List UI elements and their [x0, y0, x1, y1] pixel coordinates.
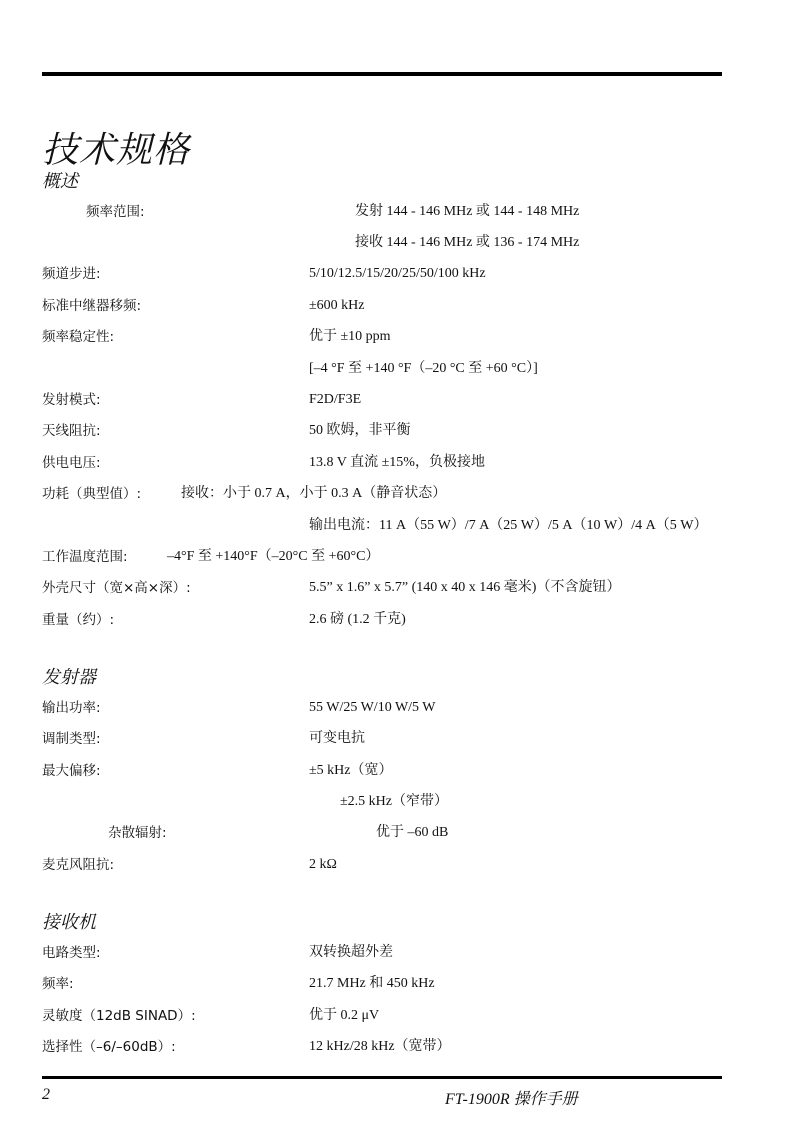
spec-row-selectivity [0, 1037, 791, 1057]
spec-value: 55 W/25 W/10 W/5 W [309, 700, 436, 715]
spec-label: 天线阻抗: [42, 423, 101, 439]
spec-label: 最大偏移: [42, 763, 101, 779]
spec-row-mic-impedance [0, 855, 791, 875]
bottom-rule [42, 1076, 722, 1079]
spec-row-temperature [0, 547, 791, 567]
spec-row-supply-voltage [0, 453, 791, 473]
spec-value: ±2.5 kHz（窄带） [340, 794, 449, 809]
spec-label: 功耗（典型值）: [42, 486, 142, 502]
spec-value: 输出电流：11 A（55 W）/7 A（25 W）/5 A（10 W）/4 A（5 W） [309, 518, 708, 533]
spec-label: 标准中继器移频: [42, 298, 142, 314]
spec-label: 频率范围: [86, 204, 145, 220]
manual-title: FT-1900R 操作手册 [445, 1091, 578, 1108]
spec-label: 频道步进: [42, 266, 101, 282]
spec-row-antenna-impedance [0, 421, 791, 441]
spec-value: 接收：小于 0.7 A，小于 0.3 A（静音状态） [181, 486, 447, 501]
spec-row-deviation-narrow [0, 792, 791, 812]
spec-value: ±600 kHz [309, 298, 365, 313]
spec-label: 调制类型: [42, 731, 101, 747]
spec-row-weight [0, 610, 791, 630]
spec-value: 优于 –60 dB [376, 825, 449, 840]
spec-label: 麦克风阻抗: [42, 857, 115, 873]
spec-row-frequency-range-rx [0, 233, 791, 253]
spec-label: 工作温度范围: [42, 549, 128, 565]
spec-label: 频率: [42, 976, 74, 992]
spec-value: 21.7 MHz 和 450 kHz [309, 976, 435, 991]
spec-row-intermediate-frequency [0, 974, 791, 994]
spec-row-current-tx [0, 516, 791, 536]
spec-value: 2.6 磅 (1.2 千克) [309, 612, 406, 627]
section-title-receiver: 接收机 [42, 912, 96, 933]
spec-row-circuit-type [0, 943, 791, 963]
spec-label: 频率稳定性: [42, 329, 115, 345]
spec-label: 重量（约）: [42, 612, 115, 628]
spec-value: 50 欧姆，非平衡 [309, 423, 411, 438]
spec-row-emission [0, 390, 791, 410]
section-title-general: 概述 [42, 171, 78, 192]
page-title: 技术规格 [42, 130, 191, 172]
section-title-transmitter: 发射器 [42, 667, 96, 688]
spec-label: 灵敏度（12dB SINAD）: [42, 1008, 196, 1024]
spec-row-repeater-shift [0, 296, 791, 316]
spec-value: 5/10/12.5/15/20/25/50/100 kHz [309, 266, 486, 281]
spec-label: 发射模式: [42, 392, 101, 408]
spec-label: 选择性（–6/–60dB）: [42, 1039, 176, 1055]
spec-row-frequency-stability [0, 327, 791, 347]
spec-value: [–4 °F 至 +140 °F（–20 °C 至 +60 °C）] [309, 361, 538, 376]
spec-label: 供电电压: [42, 455, 101, 471]
spec-value: 接收 144 - 146 MHz 或 136 - 174 MHz [355, 235, 580, 250]
spec-value: ±5 kHz（宽） [309, 763, 393, 778]
spec-value: 双转换超外差 [309, 945, 393, 960]
spec-row-spurious [0, 823, 791, 843]
spec-row-sensitivity [0, 1006, 791, 1026]
spec-label: 外壳尺寸（宽×高×深）: [42, 580, 191, 596]
spec-row-case-size [0, 578, 791, 598]
spec-value: F2D/F3E [309, 392, 362, 407]
spec-value: 12 kHz/28 kHz（宽带） [309, 1039, 451, 1054]
spec-value: –4°F 至 +140°F（–20°C 至 +60°C） [167, 549, 380, 564]
spec-row-output-power [0, 698, 791, 718]
spec-value: 发射 144 - 146 MHz 或 144 - 148 MHz [355, 204, 580, 219]
spec-value: 可变电抗 [309, 731, 365, 746]
spec-row-deviation-wide [0, 761, 791, 781]
spec-label: 电路类型: [42, 945, 101, 961]
top-rule [42, 72, 722, 76]
spec-value: 优于 ±10 ppm [309, 329, 391, 344]
spec-row-channel-step [0, 264, 791, 284]
spec-row-frequency-stability-range [0, 359, 791, 379]
spec-row-current-rx [0, 484, 791, 504]
spec-value: 优于 0.2 μV [309, 1008, 380, 1023]
spec-row-frequency-range-tx [0, 202, 791, 222]
spec-value: 5.5” x 1.6” x 5.7” (140 x 40 x 146 毫米)（不含旋钮） [309, 580, 621, 595]
spec-value: 13.8 V 直流 ±15%，负极接地 [309, 455, 485, 470]
spec-value: 2 kΩ [309, 857, 337, 872]
page-number: 2 [42, 1086, 50, 1103]
spec-label: 杂散辐射: [108, 825, 167, 841]
spec-label: 输出功率: [42, 700, 101, 716]
spec-row-modulation [0, 729, 791, 749]
